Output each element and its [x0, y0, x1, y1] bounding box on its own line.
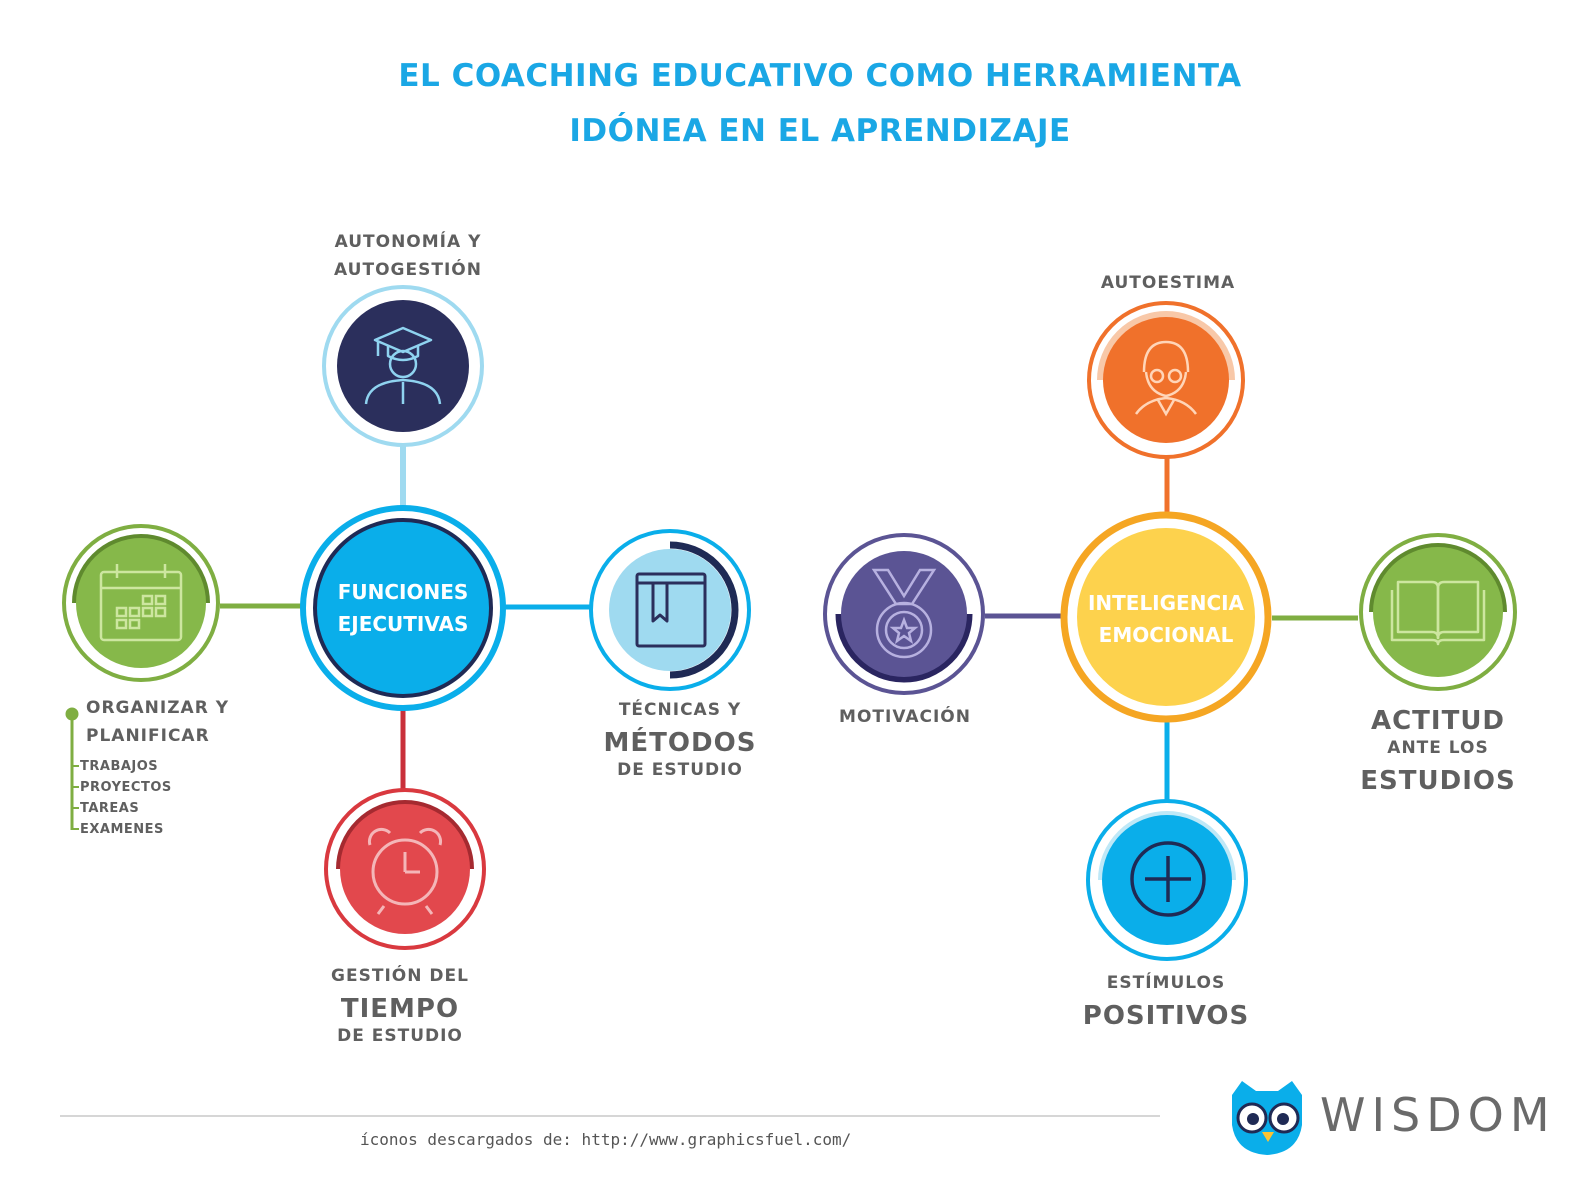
medal-icon: [825, 535, 983, 693]
label-estimulos: [1066, 975, 1266, 1029]
person-glasses-icon: [1089, 303, 1243, 457]
brand-logo-text: WISDOM: [1320, 1088, 1556, 1142]
label-estimulos-line1: ESTÍMULOS: [1106, 973, 1226, 993]
organizar-list-bracket: [66, 708, 79, 830]
label-actitud-line2: ANTE LOS: [1387, 738, 1489, 758]
hub-funciones-line1: FUNCIONES: [337, 580, 469, 604]
organizar-item-examenes: EXAMENES: [80, 822, 164, 837]
owl-logo-icon: [1232, 1081, 1302, 1155]
label-organizar-line1: ORGANIZAR Y: [86, 698, 230, 718]
label-tecnicas-line2: MÉTODOS: [603, 728, 757, 758]
label-organizar-line2: PLANIFICAR: [86, 726, 210, 746]
hub-inteligencia-line1: INTELIGENCIA: [1087, 591, 1245, 615]
label-autoestima: AUTOESTIMA: [1100, 273, 1236, 293]
label-estimulos-line2: POSITIVOS: [1082, 1001, 1250, 1031]
label-gestion-line1: GESTIÓN DEL: [331, 966, 469, 986]
footer-credit: íconos descargados de: http://www.graphicsfuel.com/: [360, 1130, 852, 1149]
alarm-clock-icon: [326, 790, 484, 948]
label-gestion: [300, 968, 500, 1045]
book-icon: [591, 531, 749, 689]
label-autonomia-line1: AUTONOMÍA Y: [334, 232, 482, 252]
hub-funciones-line2: EJECUTIVAS: [337, 612, 469, 636]
graduate-icon: [324, 287, 482, 445]
page-title-line1: EL COACHING EDUCATIVO COMO HERRAMIENTA: [398, 58, 1242, 94]
organizar-item-proyectos: PROYECTOS: [80, 780, 172, 795]
label-actitud-line1: ACTITUD: [1370, 706, 1506, 736]
open-book-icon: [1361, 535, 1515, 689]
organizar-item-trabajos: TRABAJOS: [80, 759, 159, 774]
calendar-icon: [64, 526, 218, 680]
label-tecnicas-line3: DE ESTUDIO: [617, 760, 743, 780]
hub-inteligencia-label: [1071, 587, 1261, 651]
hub-inteligencia-line2: EMOCIONAL: [1098, 623, 1234, 647]
page-title-line2: IDÓNEA EN EL APRENDIZAJE: [569, 113, 1071, 149]
label-autonomia: [308, 228, 508, 284]
label-motivacion: MOTIVACIÓN: [839, 707, 971, 727]
hub-funciones-label: [313, 576, 493, 640]
label-gestion-line2: TIEMPO: [340, 994, 460, 1024]
label-organizar: [86, 694, 229, 750]
label-tecnicas-line1: TÉCNICAS Y: [618, 700, 742, 720]
label-autonomia-line2: AUTOGESTIÓN: [334, 260, 482, 280]
label-actitud-line3: ESTUDIOS: [1360, 766, 1516, 796]
organizar-item-tareas: TAREAS: [80, 801, 140, 816]
label-actitud: [1338, 708, 1538, 794]
plus-icon: [1088, 801, 1246, 959]
label-gestion-line3: DE ESTUDIO: [337, 1026, 463, 1046]
label-tecnicas: [580, 702, 780, 779]
